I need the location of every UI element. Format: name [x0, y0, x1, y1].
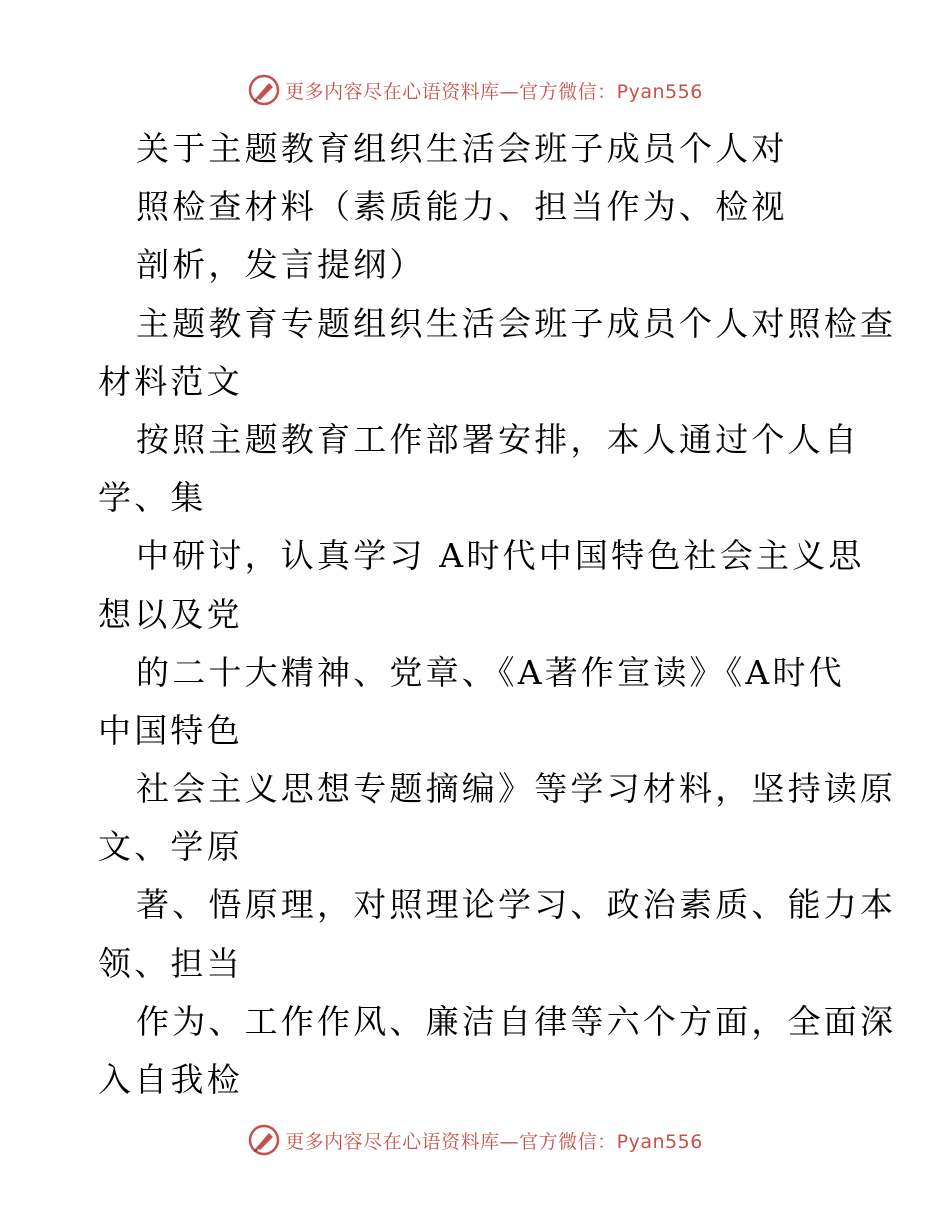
- paragraph-line: 中国特色: [98, 710, 243, 750]
- header-watermark: [0, 72, 950, 108]
- paragraph-line: 社会主义思想专题摘编》等学习材料，坚持读原: [136, 769, 897, 809]
- footer-watermark: [0, 1122, 950, 1158]
- paragraph-line: 中研讨，认真学习 A时代中国特色社会主义思: [136, 536, 865, 576]
- paragraph-line: 著、悟原理，对照理论学习、政治素质、能力本: [136, 885, 897, 925]
- paragraph-line: 想以及党: [98, 594, 243, 634]
- paragraph-line: 材料范文: [98, 361, 243, 401]
- paragraph-line: 领、担当: [98, 943, 243, 983]
- pen-logo-icon: [247, 73, 281, 107]
- paragraph-line: 文、学原: [98, 827, 243, 867]
- title-line: 照检查材料（素质能力、担当作为、检视: [136, 187, 788, 227]
- paragraph-line: 入自我检: [98, 1060, 243, 1099]
- title-line: 剖析，发言提纲）: [136, 245, 426, 285]
- title-line: 关于主题教育组织生活会班子成员个人对: [136, 129, 788, 168]
- paragraph-line: 学、集: [98, 478, 207, 518]
- paragraph-line: 的二十大精神、党章、《A著作宣读》《A时代: [136, 652, 845, 692]
- paragraph-line: 按照主题教育工作部署安排，本人通过个人自: [136, 419, 860, 459]
- paragraph-line: 主题教育专题组织生活会班子成员个人对照检查: [136, 303, 897, 343]
- document-body: [98, 120, 897, 1109]
- watermark-text: 更多内容尽在心语资料库—官方微信：Pyan556: [285, 1130, 703, 1153]
- watermark-text: 更多内容尽在心语资料库—官方微信：Pyan556: [285, 80, 703, 103]
- paragraph-line: 作为、工作作风、廉洁自律等六个方面，全面深: [136, 1001, 897, 1041]
- pen-logo-icon: [247, 1123, 281, 1157]
